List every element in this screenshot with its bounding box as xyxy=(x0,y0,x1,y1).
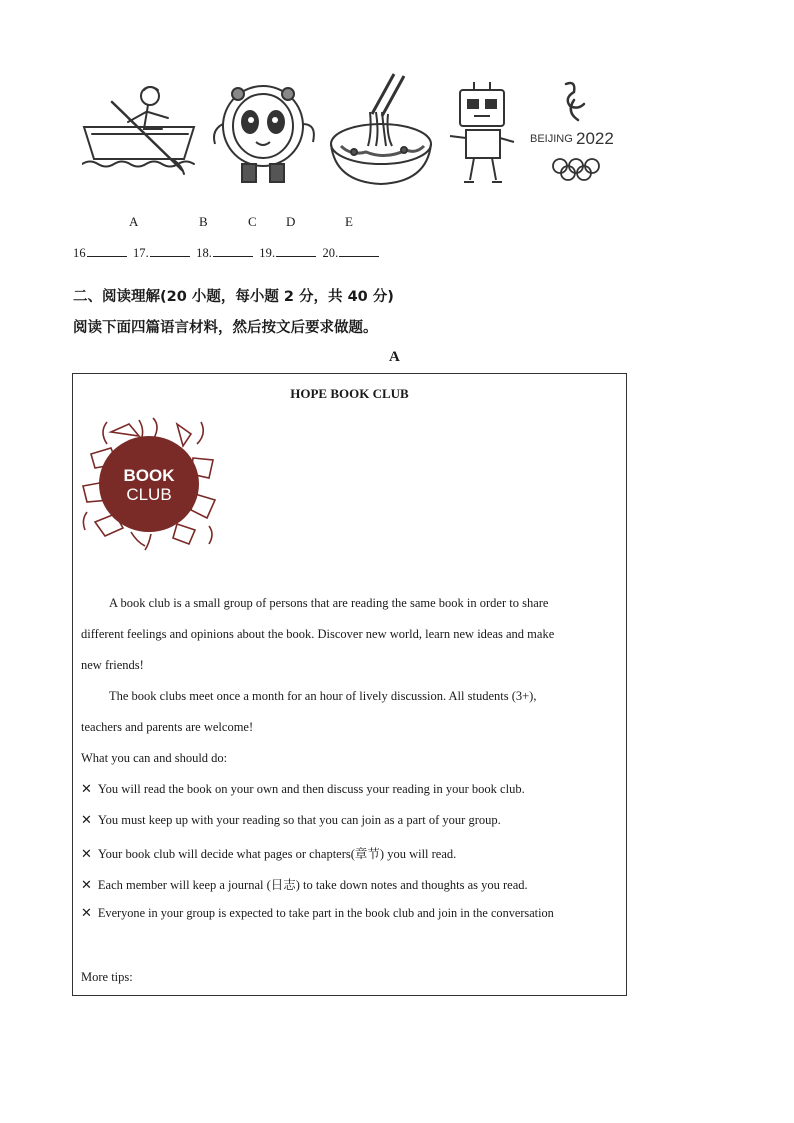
list-item: ✕ Each member will keep a journal (日志) to take down notes and thoughts as you read. xyxy=(81,878,528,893)
logo-text-club: CLUB xyxy=(126,485,172,504)
beijing-2022-emblem xyxy=(530,78,622,188)
rowing-boat-picture xyxy=(82,82,200,182)
picture-strip xyxy=(78,72,623,192)
year-2022: 2022 xyxy=(576,129,614,148)
label-d: D xyxy=(286,214,296,229)
blank-number: 18. xyxy=(196,246,213,260)
passage-letter: A xyxy=(389,349,400,365)
section-heading: 二、阅读理解(20 小题，每小题 2 分，共 40 分) xyxy=(73,289,394,305)
answer-blank-18[interactable] xyxy=(213,245,253,257)
para2-line2: teachers and parents are welcome! xyxy=(81,720,254,734)
blank-number: 20. xyxy=(322,246,339,260)
list-item: ✕ You will read the book on your own and then discuss your reading in your book club. xyxy=(81,782,525,797)
more-tips: More tips: xyxy=(81,970,133,984)
blank-number: 16 xyxy=(73,246,86,260)
list-item: ✕ Your book club will decide what pages or chapters(章节) you will read. xyxy=(81,847,457,862)
answer-blank-16[interactable] xyxy=(87,245,127,257)
blank-number: 19. xyxy=(259,246,276,260)
answer-blank-20[interactable] xyxy=(339,245,379,257)
para1-line1: A book club is a small group of persons that are reading the same book in order to share xyxy=(109,596,549,610)
blank-number: 17. xyxy=(132,246,149,260)
label-a: A xyxy=(129,214,139,229)
club-title: HOPE BOOK CLUB xyxy=(290,386,409,401)
para1-line2: different feelings and opinions about the book. Discover new world, learn new ideas and make xyxy=(81,627,555,641)
cross-icon: ✕ xyxy=(81,782,92,797)
panda-mascot-picture xyxy=(208,78,318,188)
answer-blank-19[interactable] xyxy=(276,245,316,257)
beijing-text: BEIJING xyxy=(530,133,573,145)
answer-blank-17[interactable] xyxy=(150,245,190,257)
cross-icon: ✕ xyxy=(81,813,92,828)
robot-picture xyxy=(444,78,524,188)
passage-box xyxy=(72,373,627,996)
para1-line3: new friends! xyxy=(81,658,144,672)
cross-icon: ✕ xyxy=(81,878,92,893)
logo-text-book: BOOK xyxy=(123,466,175,485)
label-e: E xyxy=(345,214,353,229)
what-heading: What you can and should do: xyxy=(81,751,228,765)
label-c: C xyxy=(248,214,257,229)
list-item: ✕ Everyone in your group is expected to take part in the book club and join in the conversation xyxy=(81,906,554,921)
cross-icon: ✕ xyxy=(81,847,92,862)
section-instruction: 阅读下面四篇语言材料，然后按文后要求做题。 xyxy=(73,320,378,336)
para2-line1: The book clubs meet once a month for an hour of lively discussion. All students (3+), xyxy=(109,689,537,703)
list-item: ✕ You must keep up with your reading so that you can join as a part of your group. xyxy=(81,813,501,828)
noodle-bowl-picture xyxy=(326,72,436,192)
book-club-logo xyxy=(81,414,217,552)
answer-blanks xyxy=(73,245,382,261)
cross-icon: ✕ xyxy=(81,906,92,921)
label-b: B xyxy=(199,214,208,229)
